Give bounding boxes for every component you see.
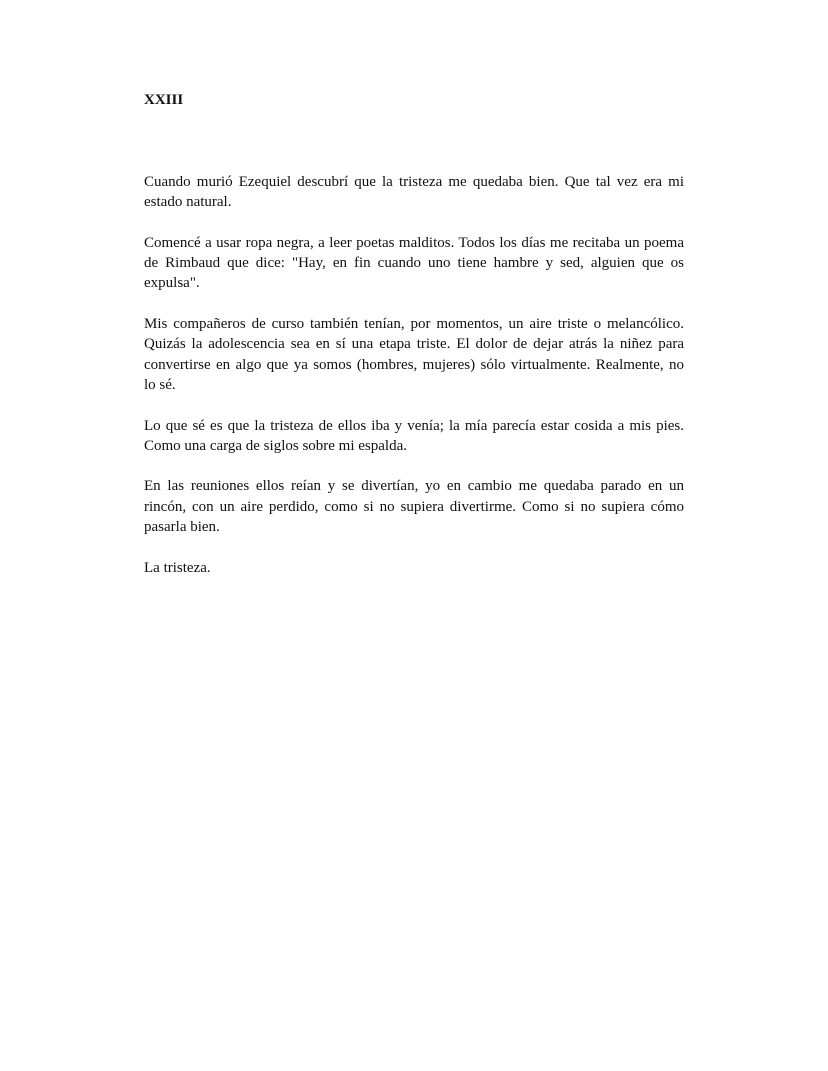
text-line: Mis compañeros de curso también tenían, por momentos, un aire triste o melancólico.: [144, 316, 684, 333]
text-line: Comencé a usar ropa negra, a leer poetas malditos. Todos los días me recitaba un poema: [144, 234, 684, 251]
paragraph: [144, 416, 684, 457]
paragraph: [144, 233, 684, 294]
paragraph: [144, 558, 684, 578]
text-line: rincón, con un aire perdido, como si no supiera divertirme. Como si no supiera cómo: [144, 498, 684, 515]
text-line: La tristeza.: [144, 559, 211, 576]
paragraph: [144, 476, 684, 537]
text-line: de Rimbaud que dice: "Hay, en fin cuando uno tiene hambre y sed, alguien que os: [144, 255, 684, 272]
text-line: Quizás la adolescencia sea en sí una etapa triste. El dolor de dejar atrás la niñez para: [144, 336, 684, 353]
paragraph: [144, 314, 684, 395]
text-line: Como una carga de siglos sobre mi espalda.: [144, 437, 407, 454]
text-line: convertirse en algo que ya somos (hombres, mujeres) sólo virtualmente. Realmente, no: [144, 356, 684, 373]
text-line: estado natural.: [144, 194, 232, 211]
text-line: lo sé.: [144, 376, 176, 393]
text-line: Lo que sé es que la tristeza de ellos iba y venía; la mía parecía estar cosida a mis pies.: [144, 417, 684, 434]
chapter-body: [144, 172, 684, 598]
text-line: expulsa".: [144, 275, 200, 292]
paragraph: [144, 172, 684, 213]
text-line: pasarla bien.: [144, 519, 220, 536]
text-line: En las reuniones ellos reían y se divertían, yo en cambio me quedaba parado en un: [144, 478, 684, 495]
text-line: Cuando murió Ezequiel descubrí que la tristeza me quedaba bien. Que tal vez era mi: [144, 174, 684, 190]
chapter-title: XXIII: [144, 92, 184, 108]
